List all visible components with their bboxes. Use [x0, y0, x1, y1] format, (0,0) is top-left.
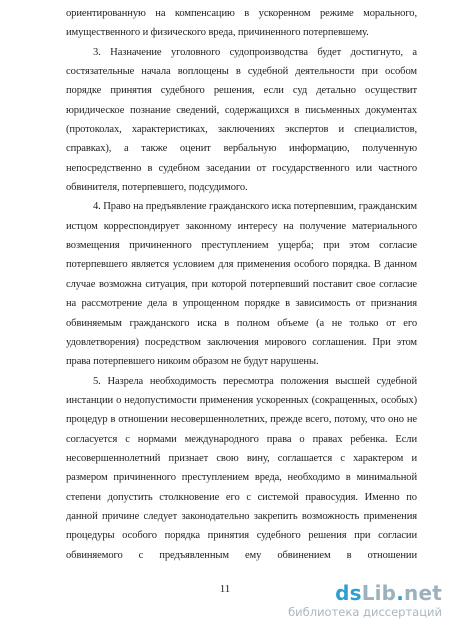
- watermark-net: net: [404, 581, 442, 605]
- paragraph-3: 3. Назначение уголовного судопроизводства будет достигнуто, а состязательные начала воплощены в судебной деятельности при особом порядке принятия судебного решения, если суд детально осуществит юридическое познание сведений, содержащихся в письменных документах (протоколах, характеристиках, заключениях экспертов и специалистов, справках), а также оценит вербальную информацию, полученную непосредственно в судебном заседании от государственного или частного обвинителя, потерпевшего, подсудимого.: [66, 46, 417, 194]
- watermark-dot: .: [396, 581, 405, 605]
- dslib-watermark-logo: [288, 582, 442, 619]
- paragraph-continuation: ориентированную на компенсацию в ускоренном режиме морального, имущественного и физического вреда, причиненного потерпевшему.: [66, 8, 417, 39]
- watermark-lib: Lib: [361, 581, 397, 605]
- watermark-subtitle: библиотека диссертаций: [288, 605, 442, 619]
- page-number: 11: [219, 583, 231, 595]
- paragraph-4: 4. Право на предъявление гражданского иска потерпевшим, гражданским истцом корреспондирует законному интересу на получение материального возмещения причиненного преступлением ущерба; при этом согласие потерпевшего является условием для применения особого порядка. В данном случае возможна ситуация, при которой потерпевший поставит свое согласие на рассмотрение дела в упрощенном порядке в зависимость от признания обвиняемым гражданского иска в полном объеме (а не только от его удовлетворения) посредством заключения мирового соглашения. При этом права потерпевшего никоим образом не будут нарушены.: [66, 201, 417, 368]
- watermark-ds: ds: [335, 581, 362, 605]
- document-body: [66, 4, 417, 565]
- paragraph-5: 5. Назрела необходимость пересмотра положения высшей судебной инстанции о недопустимости применения ускоренных (сокращенных, особых) процедур в отношении несовершеннолетних, прежде всего, потому, что оно не согласуется с нормами международного права о правах ребенка. Если несовершеннолетний признает свою вину, соглашается с характером и размером причиненного преступлением вреда, необходимо в минимальной степени допустить столкновение его с системой правосудия. Именно по данной причине следует законодательно закрепить возможность применения процедуры особого порядка принятия судебного решения при согласии обвиняемого с предъявленным ему обвинением в отношении: [66, 375, 417, 561]
- watermark-logo-text: [288, 582, 442, 604]
